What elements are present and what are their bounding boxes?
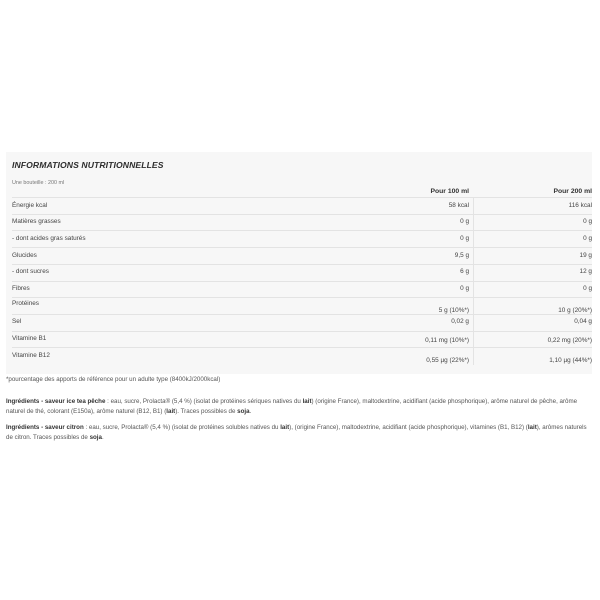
column-divider [473,231,474,248]
row-label: Protéines [12,300,39,308]
table-row [12,197,592,215]
row-label: Énergie kcal [12,201,48,209]
row-value-100ml: 9,5 g [454,251,469,259]
table-row [12,297,592,315]
row-label: Vitamine B12 [12,351,50,359]
row-value-200ml: 0 g [583,285,592,292]
column-divider [473,248,474,265]
table-row [12,214,592,232]
table-row [12,314,592,332]
row-label: Glucides [12,251,37,259]
column-divider [473,332,474,349]
table-row [12,281,592,299]
serving-size: Une bouteille : 200 ml [12,180,65,186]
table-row [12,347,592,365]
row-value-200ml: 0 g [583,218,592,226]
row-label: Vitamine B1 [12,335,47,343]
row-value-200ml: 0 g [583,234,592,242]
row-value-200ml: 10 g (20%*) [558,306,592,314]
column-divider [473,215,474,232]
column-divider [473,198,474,215]
row-label: Sel [12,318,22,326]
ingredients-lemon: Ingrédients - saveur citron : eau, sucre, Prolacta® (5,4 %) (isolat de protéines solubles natives du lait), (origine France), maltodextrine, acidifiant (acide phosphorique), vitamines (B1, B12) (lait), arômes naturels de citron. Traces possibles de soja. [6,424,587,442]
row-value-200ml: 116 kcal [568,201,592,209]
table-row [12,230,592,248]
row-value-200ml: 0,22 mg (20%*) [547,337,592,345]
table-row [12,331,592,349]
column-divider [473,265,474,282]
row-value-100ml: 0 g [460,285,469,292]
row-value-100ml: 6 g [460,268,469,276]
row-value-100ml: 0,02 g [451,318,469,326]
row-value-100ml: 5 g (10%*) [438,306,469,314]
row-value-100ml: 0,55 µg (22%*) [426,356,469,364]
row-value-100ml: 0 g [460,218,469,226]
row-value-200ml: 19 g [579,251,592,259]
row-value-200ml: 1,10 µg (44%*) [549,356,592,364]
row-value-100ml: 58 kcal [448,201,469,209]
column-header-100ml: Pour 100 ml [430,188,469,195]
table-row [12,264,592,282]
row-value-200ml: 12 g [579,268,592,276]
nutrition-title: INFORMATIONS NUTRITIONNELLES [12,160,164,170]
footnote: *pourcentage des apports de référence pour un adulte type (8400kJ/2000kcal) [6,376,221,383]
ingredients-peach: Ingrédients - saveur ice tea pêche : eau, sucre, Prolacta® (5,4 %) (isolat de protéines sériques natives du lait) (origine France), maltodextrine, acidifiant (acide phosphorique), arôme naturel de pêche, arôme naturel de thé, colorant (E150a), arôme naturel (B12, B1) (lait). Traces possibles de soja. [6,398,578,416]
row-value-100ml: 0 g [460,234,469,242]
row-label: - dont acides gras saturés [12,234,86,242]
row-value-200ml: 0,04 g [574,318,592,326]
column-divider [473,282,474,299]
row-label: - dont sucres [12,268,49,276]
column-divider [473,348,474,365]
column-divider [473,298,474,315]
row-label: Fibres [12,285,30,292]
row-value-100ml: 0,11 mg (10%*) [425,337,469,345]
column-header-200ml: Pour 200 ml [553,188,592,195]
table-row [12,247,592,265]
row-label: Matières grasses [12,218,61,226]
column-divider [473,315,474,332]
